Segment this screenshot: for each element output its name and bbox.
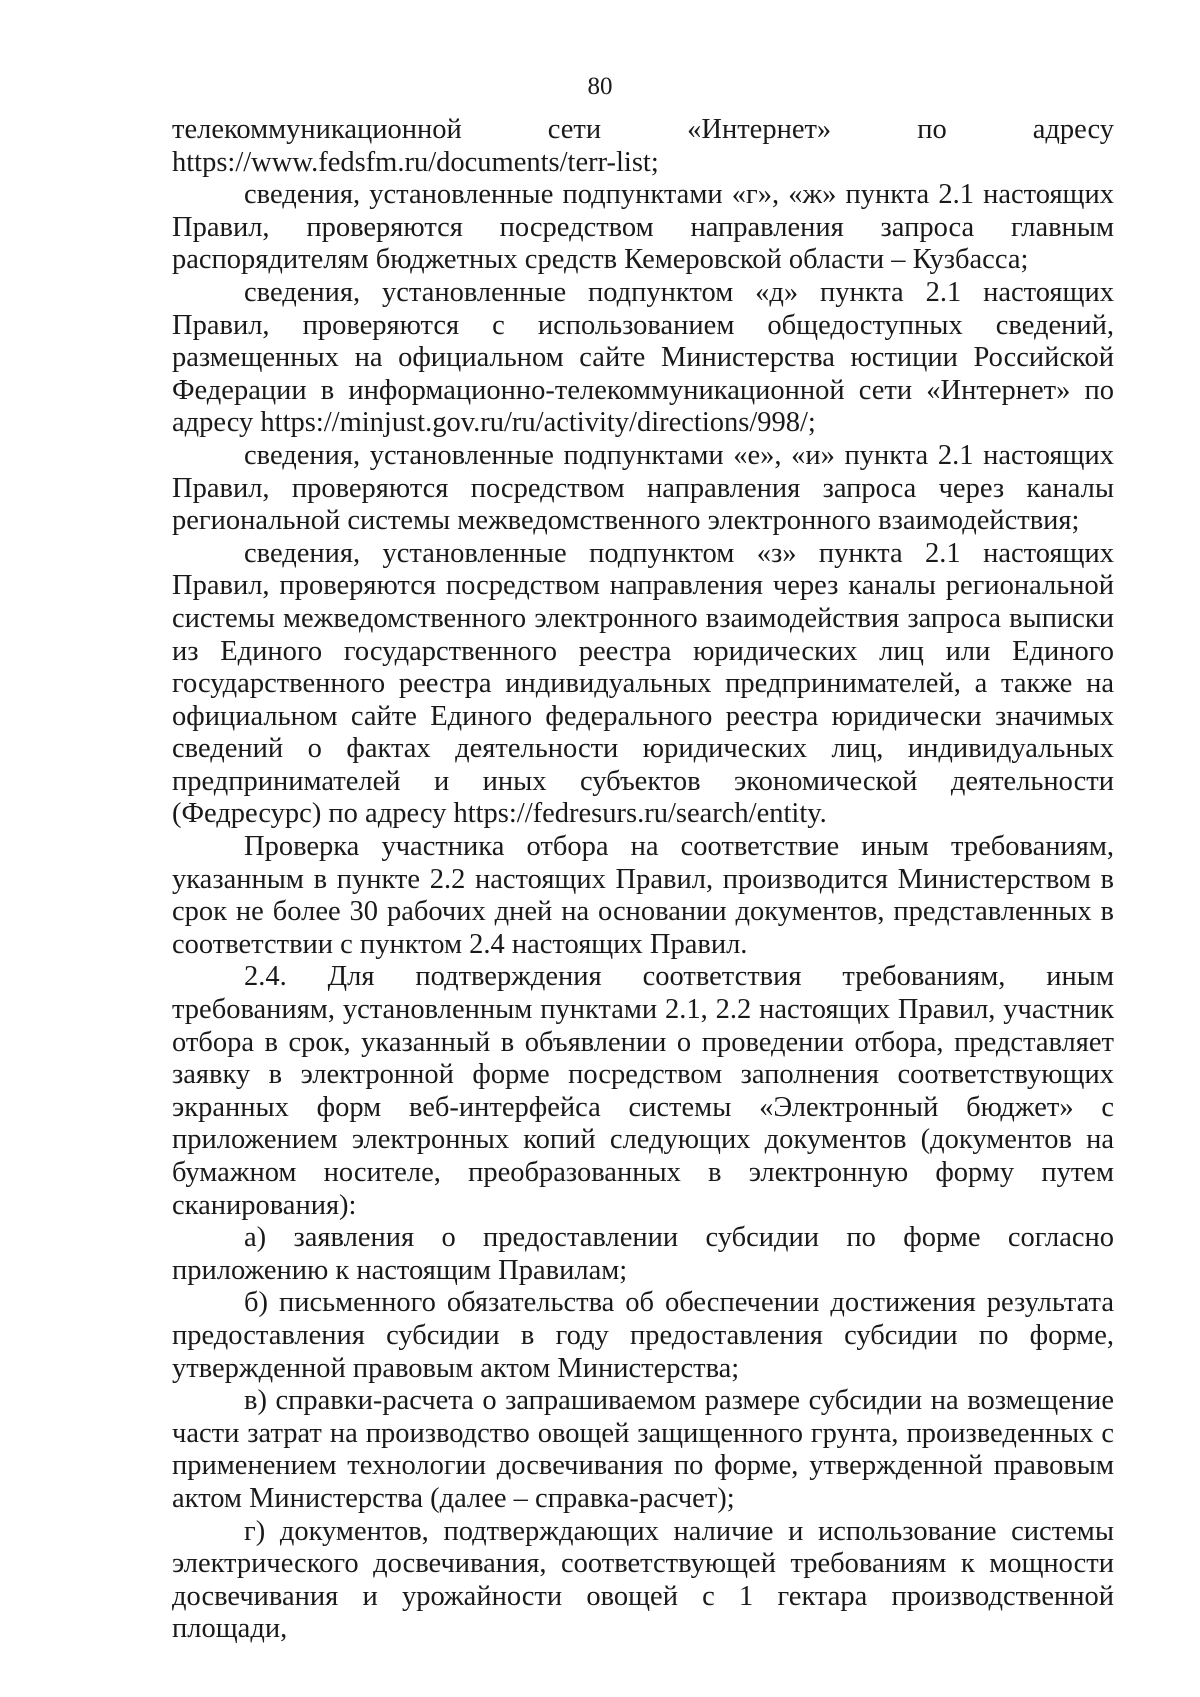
paragraph-participant-check: Проверка участника отбора на соответствие иным требованиям, указанным в пункте 2.2 настоящих Правил, производится Министерством в срок не более 30 рабочих дней на основании документов, представленных в соответствии с пунктом 2.4 настоящих Правил. [172,831,1114,960]
paragraph-continuation-url: https://www.fedsfm.ru/documents/terr-list; [172,146,659,178]
paragraph-subparagraph-z: сведения, установленные подпунктом «з» пункта 2.1 настоящих Правил, проверяются посредством направления через каналы региональной системы межведомственного электронного взаимодействия запроса выписки из Единого государственного реестра юридических лиц или Единого государственного реестра индивидуальных предпринимателей, а также на официальном сайте Единого федерального реестра юридически значимых сведений о фактах деятельности юридических лиц, индивидуальных предпринимателей и иных субъектов экономической деятельности (Федресурс) по адресу https://fedresurs.ru/search/entity. [172,537,1114,830]
paragraph-subparagraphs-e-i: сведения, установленные подпунктами «е», «и» пункта 2.1 настоящих Правил, проверяются посредством направления запроса через каналы региональной системы межведомственного электронного взаимодействия; [172,439,1114,537]
list-item-b: б) письменного обязательства об обеспечении достижения результата предоставления субсидии в году предоставления субсидии по форме, утвержденной правовым актом Министерства; [172,1287,1114,1384]
document-body [172,114,1114,1646]
list-item-a: а) заявления о предоставлении субсидии по форме согласно приложению к настоящим Правилам; [172,1222,1114,1286]
list-item-v: в) справки-расчета о запрашиваемом размере субсидии на возмещение части затрат на производство овощей защищенного грунта, произведенных с применением технологии досвечивания по форме, утвержденной правовым актом Министерства (далее – справка-расчет); [172,1385,1114,1514]
list-item-g: г) документов, подтверждающих наличие и использование системы электрического досвечивания, соответствующей требованиям к мощности досвечивания и урожайности овощей с 1 гектара производственной площади, [172,1515,1114,1645]
paragraph-subparagraphs-g-zh: сведения, установленные подпунктами «г», «ж» пункта 2.1 настоящих Правил, проверяются посредством направления запроса главным распорядителям бюджетных средств Кемеровской области – Кузбасса; [172,179,1114,276]
paragraph-clause-2-4: 2.4. Для подтверждения соответствия требованиям, иным требованиям, установленным пунктами 2.1, 2.2 настоящих Правил, участник отбора в срок, указанный в объявлении о проведении отбора, представляет заявку в электронной форме посредством заполнения соответствующих экранных форм веб-интерфейса системы «Электронный бюджет» с приложением электронных копий следующих документов (документов на бумажном носителе, преобразованных в электронную форму путем сканирования): [172,961,1114,1221]
paragraph-continuation-first-line: телекоммуникационной сети «Интернет» по адресу [172,114,1114,145]
paragraph-subparagraph-d: сведения, установленные подпунктом «д» пункта 2.1 настоящих Правил, проверяются с использованием общедоступных сведений, размещенных на официальном сайте Министерства юстиции Российской Федерации в информационно-телекоммуникационной сети «Интернет» по адресу https://minjust.gov.ru/ru/activity/directions/998/; [172,276,1114,439]
page-number: 80 [587,73,613,100]
